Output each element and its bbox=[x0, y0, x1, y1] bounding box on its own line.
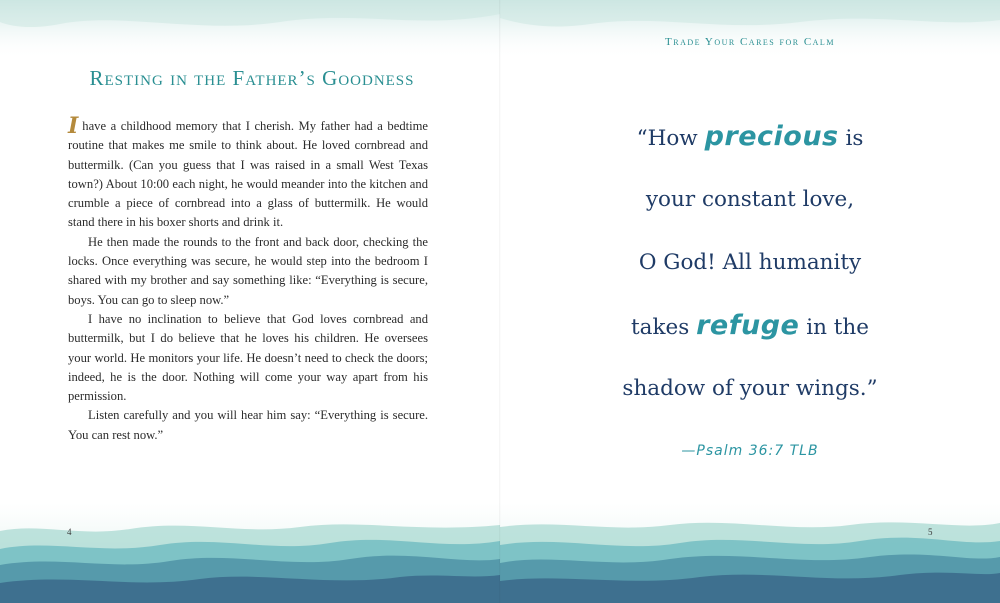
paragraph-3: I have no inclination to believe that God loves cornbread and buttermilk, but I do believe that he loves his children. He oversees your world. He monitors your life. He doesn’t need to check the doors; indeed, he is the door. Nothing will come your way apart from his permission. bbox=[68, 311, 428, 404]
drop-cap: I bbox=[68, 113, 79, 139]
quote-line-5: shadow of your wings.” bbox=[622, 376, 878, 401]
script-word-precious: precious bbox=[704, 121, 839, 152]
quote-attribution: —Psalm 36:7 TLB bbox=[681, 443, 819, 459]
script-word-refuge: refuge bbox=[696, 310, 800, 341]
page-number-left: 4 bbox=[67, 527, 72, 537]
quote-text: “How bbox=[636, 126, 705, 151]
chapter-title: Resting in the Father’s Goodness bbox=[89, 66, 415, 90]
watercolor-top-wash-right bbox=[500, 0, 1000, 60]
paragraph-4: Listen carefully and you will hear him say: “Everything is secure. You can rest now.” bbox=[68, 408, 428, 442]
watercolor-top-wash bbox=[0, 0, 500, 60]
book-gutter bbox=[499, 0, 501, 603]
watercolor-mountains-right bbox=[500, 503, 1000, 603]
quote-text: in the bbox=[799, 315, 869, 340]
body-text bbox=[68, 113, 428, 445]
paragraph-1 bbox=[68, 113, 428, 233]
quote-line-3: O God! All humanity bbox=[638, 250, 862, 275]
quote-line-1 bbox=[580, 105, 920, 168]
quote-line-2: your constant love, bbox=[645, 187, 855, 212]
paragraph-1-text: have a childhood memory that I cherish. My father had a bedtime routine that makes me smile to think about. He loved cornbread and buttermilk. (Can you guess that I was raised in a small West Texas town?) About 10:00 each night, he would meander into the kitchen and crumble a piece of cornbread into a glass of buttermilk. He would stand there in his boxer shorts and drink it. bbox=[68, 119, 428, 230]
watercolor-mountains-left bbox=[0, 503, 500, 603]
quote-line-4 bbox=[580, 294, 920, 357]
page-number-right: 5 bbox=[928, 527, 933, 537]
scripture-quote bbox=[580, 105, 920, 420]
paragraph-2: He then made the rounds to the front and back door, checking the locks. Once everything was secure, he would step into the bedroom I shared with my brother and say something like: “Everything is secure, boys. You can go to sleep now.” bbox=[68, 234, 428, 307]
quote-text: takes bbox=[631, 315, 697, 340]
running-head: Trade Your Cares for Calm bbox=[665, 36, 835, 48]
quote-text: is bbox=[838, 126, 864, 151]
right-page bbox=[500, 0, 1000, 603]
